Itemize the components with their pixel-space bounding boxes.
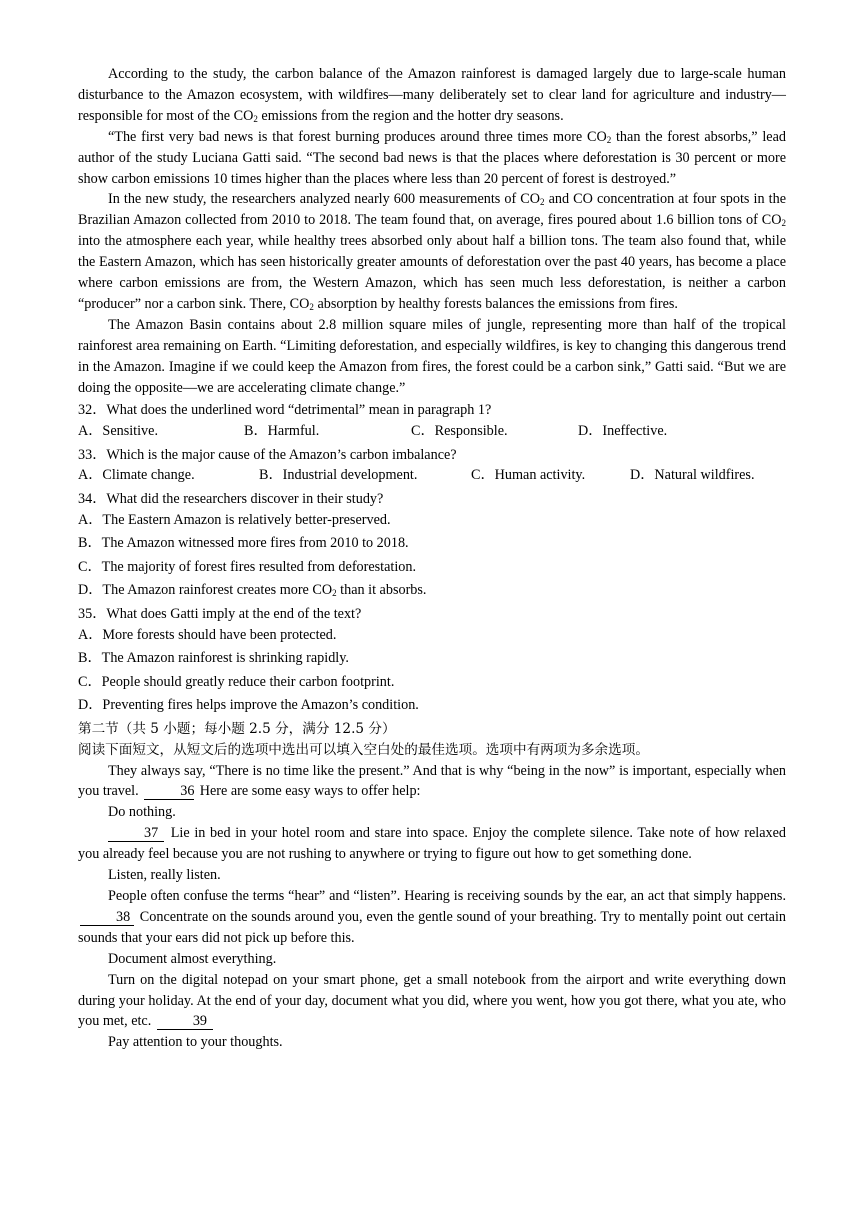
- option-c[interactable]: C．People should greatly reduce their carbon footprint.: [78, 673, 395, 690]
- question-33-stem: 33．Which is the major cause of the Amazon’s carbon imbalance?: [78, 446, 457, 463]
- option-a[interactable]: A．More forests should have been protected.: [78, 626, 337, 643]
- text-run: People often confuse the terms “hear” and “listen”. Hearing is receiving sounds by the ear, an act that simply happens.: [108, 887, 786, 904]
- text-run: and CO concentration at four spots in the Brazilian Amazon collected from 2010 to 2018. The team found that, on average, fires poured about 1.6 billion tons of CO: [78, 191, 786, 229]
- subscript: 2: [253, 113, 258, 124]
- text-run: D．The Amazon rainforest creates more CO: [78, 582, 333, 599]
- blank-38[interactable]: 38: [80, 909, 134, 926]
- option-d[interactable]: D．Natural wildfires.: [630, 467, 755, 484]
- option-a[interactable]: A．Sensitive.: [78, 423, 158, 439]
- text-run: Lie in bed in your hotel room and stare into space. Enjoy the complete silence. Take note of how relaxed you already feel because you are not rushing to anywhere or trying to figure out how to get something done.: [78, 825, 786, 863]
- question-33-options: [78, 465, 786, 486]
- passage2-paragraph-2: [78, 823, 786, 865]
- option-a[interactable]: A．Climate change.: [78, 467, 195, 484]
- question-32-options: [78, 421, 786, 442]
- passage-paragraph-2: [78, 127, 786, 190]
- passage-paragraph-1: [78, 64, 786, 127]
- passage2-paragraph-3: [78, 886, 786, 949]
- option-c[interactable]: C．Responsible.: [411, 423, 508, 439]
- option-d[interactable]: [78, 580, 786, 601]
- subscript: 2: [606, 134, 612, 145]
- option-c[interactable]: C．The majority of forest fires resulted from deforestation.: [78, 558, 417, 575]
- blank-39[interactable]: 39: [157, 1013, 213, 1030]
- subscript: 2: [332, 588, 337, 599]
- passage2-paragraph-1: [78, 761, 786, 803]
- text-run: “The first very bad news is that forest burning produces around three times more CO: [108, 128, 607, 145]
- option-b[interactable]: B．Harmful.: [244, 423, 320, 439]
- text-run: According to the study, the carbon balance of the Amazon rainforest is damaged largely due to large-scale human disturbance to the Amazon ecosystem, with wildfires—many deliberately set to clear land for agriculture and industry—responsible for most of the CO: [78, 66, 786, 124]
- passage-paragraph-4: The Amazon Basin contains about 2.8 million square miles of jungle, representing more than half of the tropical rainforest area remaining on Earth. “Limiting deforestation, and especially wildfires, is key to changing this dangerous trend in the Amazon. Imagine if we could keep the Amazon from fires, the forest could be a carbon sink,” Gatti said. “But we are doing the opposite—we are accelerating climate change.”: [78, 316, 786, 396]
- question-34-stem: 34．What did the researchers discover in their study?: [78, 490, 384, 507]
- option-a[interactable]: A．The Eastern Amazon is relatively better-preserved.: [78, 511, 391, 528]
- subscript: 2: [540, 197, 545, 208]
- option-d[interactable]: D．Preventing fires helps improve the Amazon’s condition.: [78, 697, 419, 714]
- subheading-document: Document almost everything.: [108, 950, 277, 967]
- text-run: absorption by healthy forests balances the emissions from fires.: [313, 295, 678, 312]
- option-c[interactable]: C．Human activity.: [471, 467, 586, 484]
- subheading-listen: Listen, really listen.: [108, 867, 221, 884]
- subscript: 2: [781, 218, 786, 229]
- passage-paragraph-3: [78, 189, 786, 314]
- subscript: 2: [309, 301, 314, 312]
- text-run: Concentrate on the sounds around you, even the gentle sound of your breathing. Try to mentally point out certain sounds that your ears did not pick up before this.: [78, 908, 786, 946]
- text-run: They always say, “There is no time like the present.” And that is why “being in the now” is important, especially when you travel.: [78, 762, 786, 800]
- section-2-header: 第二节（共 5 小题；每小题 2.5 分，满分 12.5 分）: [78, 720, 396, 737]
- subheading-do-nothing: Do nothing.: [108, 804, 176, 821]
- option-d[interactable]: D．Ineffective.: [578, 423, 668, 439]
- blank-37[interactable]: 37: [108, 825, 164, 842]
- subheading-thoughts: Pay attention to your thoughts.: [108, 1034, 283, 1051]
- passage2-paragraph-4: [78, 970, 786, 1033]
- option-b[interactable]: B．The Amazon witnessed more fires from 2010 to 2018.: [78, 535, 409, 552]
- section-2-instruction: 阅读下面短文，从短文后的选项中选出可以填入空白处的最佳选项。选项中有两项为多余选项。: [78, 741, 649, 758]
- text-run: emissions from the region and the hotter dry seasons.: [257, 107, 564, 124]
- option-b[interactable]: B．Industrial development.: [259, 467, 418, 484]
- blank-36[interactable]: 36: [144, 783, 194, 800]
- text-run: into the atmosphere each year, while healthy trees absorbed only about half a billion tons. The team also found that, while the Eastern Amazon, which has seen historically greater amounts of deforestation over the past 40 years, has become a place where carbon emissions are from, the Western Amazon, which has seen much less deforestation, is neither a carbon “producer” nor a carbon sink. There, CO: [78, 233, 786, 312]
- text-run: than it absorbs.: [336, 582, 427, 599]
- text-run: In the new study, the researchers analyzed nearly 600 measurements of CO: [108, 191, 541, 208]
- text-run: than the forest absorbs,” lead author of the study Luciana Gatti said. “The second bad news is that the places where deforestation is 30 percent or more show carbon emissions 10 times higher than the places where less than 20 percent of forest is destroyed.”: [78, 128, 786, 187]
- question-35-stem: 35．What does Gatti imply at the end of the text?: [78, 605, 362, 622]
- text-run: Here are some easy ways to offer help:: [196, 783, 421, 800]
- page-content: [78, 64, 786, 1053]
- option-b[interactable]: B．The Amazon rainforest is shrinking rapidly.: [78, 650, 349, 667]
- text-run: Turn on the digital notepad on your smart phone, get a small notebook from the airport and write everything down during your holiday. At the end of your day, document what you did, where you went, how you got there, what you ate, who you met, etc.: [78, 971, 786, 1030]
- question-32-stem: 32．What does the underlined word “detrimental” mean in paragraph 1?: [78, 402, 492, 419]
